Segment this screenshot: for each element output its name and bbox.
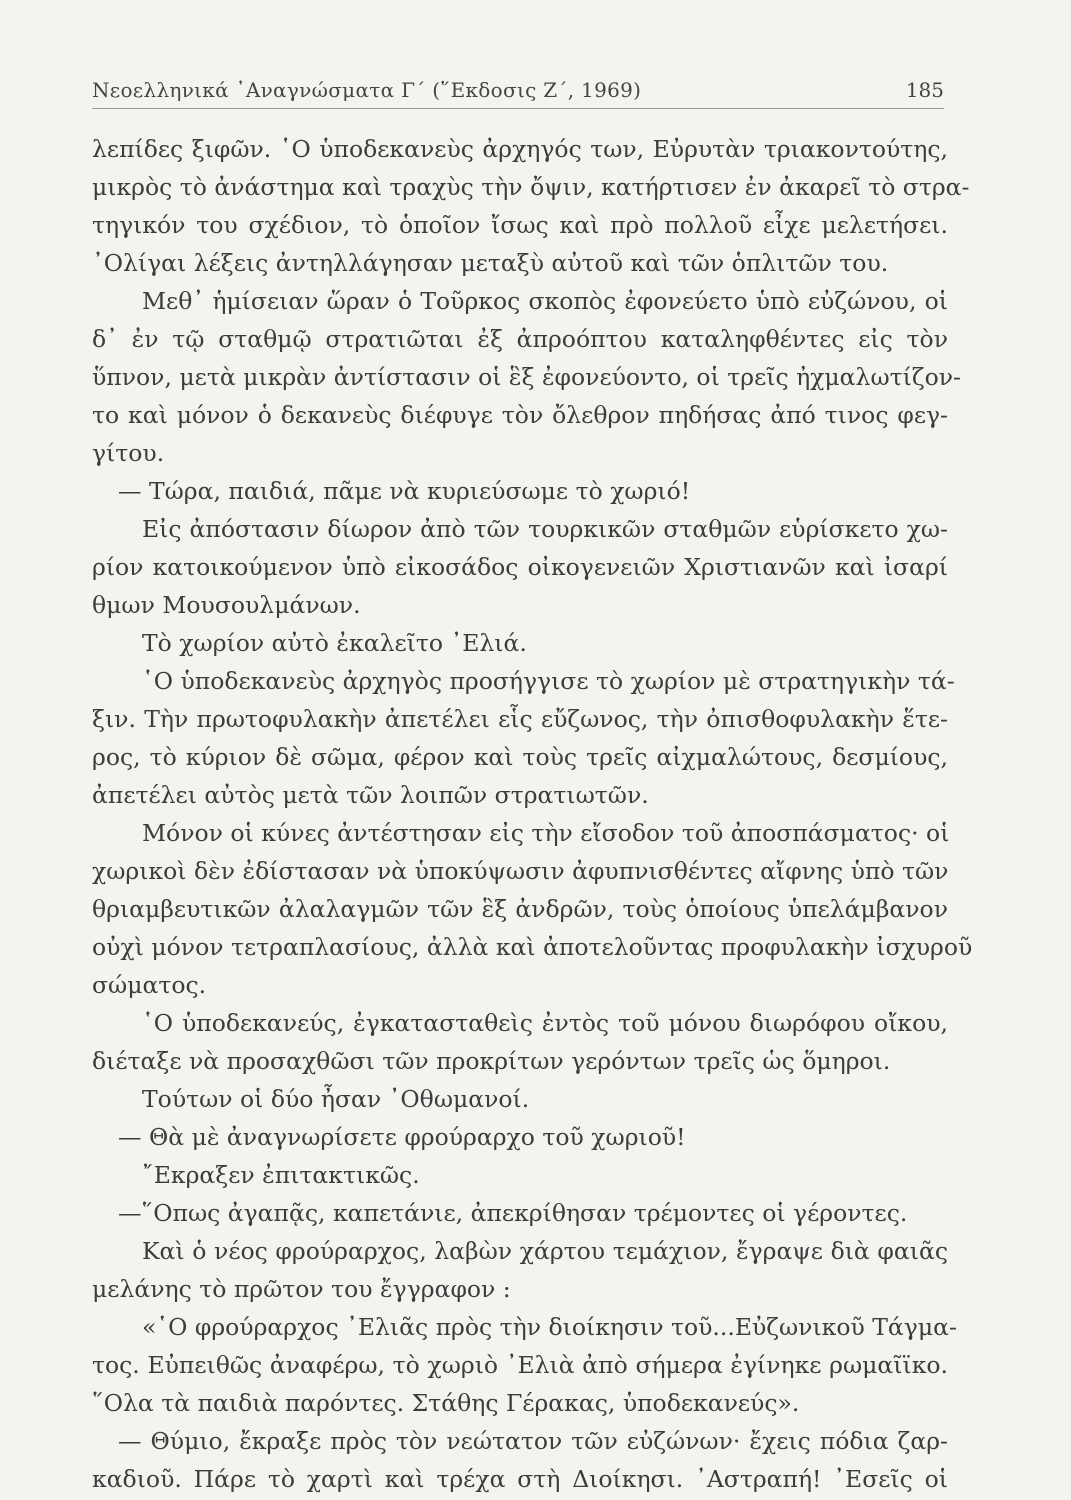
text-line: ρίον κατοικούμενον ὑπὸ εἰκοσάδος οἰκογενειῶν Χριστιανῶν καὶ ἰσαρί [92,553,948,581]
text-line: ῎Εκραξεν ἐπιτακτικῶς. [142,1161,420,1189]
text-line: «῾Ο φρούραρχος ᾿Ελιᾶς πρὸς τὴν διοίκησιν τοῦ...Εὐζωνικοῦ Τάγμα- [142,1313,957,1341]
running-title: Νεοελληνικά ᾿Αναγνώσματα Γ´ (῞Εκδοσις Ζ´, 1969) [92,78,642,102]
text-line: σώματος. [92,971,207,999]
text-line: λεπίδες ξιφῶν. ῾Ο ὑποδεκανεὺς ἀρχηγός των, Εὐρυτὰν τριακοντούτης, [92,135,948,163]
text-line: ξιν. Τὴν πρωτοφυλακὴν ἀπετέλει εἷς εὔζωνος, τὴν ὀπισθοφυλακὴν ἕτε- [92,705,948,733]
text-line: — Θὰ μὲ ἀναγνωρίσετε φρούραρχο τοῦ χωριοῦ! [118,1123,686,1151]
text-line: ᾿Ολίγαι λέξεις ἀντηλλάγησαν μεταξὺ αὐτοῦ καὶ τῶν ὁπλιτῶν του. [92,249,889,277]
text-line: τηγικόν του σχέδιον, τὸ ὁποῖον ἴσως καὶ πρὸ πολλοῦ εἶχε μελετήσει. [92,211,948,239]
text-line: Τὸ χωρίον αὐτὸ ἐκαλεῖτο ᾿Ελιά. [142,629,527,657]
text-line: μελάνης τὸ πρῶτον του ἔγγραφον : [92,1275,511,1303]
text-line: Καὶ ὁ νέος φρούραρχος, λαβὼν χάρτου τεμάχιον, ἔγραψε διὰ φαιᾶς [142,1237,948,1265]
text-line: ῾Ο ὑποδεκανεὺς ἀρχηγὸς προσήγγισε τὸ χωρίον μὲ στρατηγικὴν τά- [142,667,955,695]
text-line: το καὶ μόνον ὁ δεκανεὺς διέφυγε τὸν ὄλεθρον πηδήσας ἀπό τινος φεγ- [92,401,948,429]
text-line: —῞Οπως ἀγαπᾷς, καπετάνιε, ἀπεκρίθησαν τρέμοντες οἱ γέροντες. [118,1199,908,1227]
text-line: — Θύμιο, ἔκραξε πρὸς τὸν νεώτατον τῶν εὐζώνων· ἔχεις πόδια ζαρ- [118,1427,948,1455]
text-line: γίτου. [92,439,165,467]
text-line: οὐχὶ μόνον τετραπλασίους, ἀλλὰ καὶ ἀποτελοῦντας προφυλακὴν ἰσχυροῦ [92,933,973,961]
text-line: Μόνον οἱ κύνες ἀντέστησαν εἰς τὴν εἴσοδον τοῦ ἀποσπάσματος· οἱ [142,819,950,847]
text-line: Μεθ᾿ ἡμίσειαν ὥραν ὁ Τοῦρκος σκοπὸς ἐφονεύετο ὑπὸ εὐζώνου, οἱ [142,287,948,315]
text-line: θριαμβευτικῶν ἀλαλαγμῶν τῶν ἓξ ἀνδρῶν, τοὺς ὁποίους ὑπελάμβανον [92,895,948,923]
text-line: Εἰς ἀπόστασιν δίωρον ἀπὸ τῶν τουρκικῶν σταθμῶν εὑρίσκετο χω- [142,515,948,543]
text-line: τος. Εὐπειθῶς ἀναφέρω, τὸ χωριὸ ᾿Ελιὰ ἀπὸ σήμερα ἐγίνηκε ρωμαῖϊκο. [92,1351,948,1379]
text-line: ἀπετέλει αὐτὸς μετὰ τῶν λοιπῶν στρατιωτῶν. [92,781,649,809]
text-line: καδιοῦ. Πάρε τὸ χαρτὶ καὶ τρέχα στὴ Διοίκησι. ᾿Αστραπή! ᾿Εσεῖς οἱ [92,1465,948,1493]
text-line: θμων Μουσουλμάνων. [92,591,361,619]
text-line: μικρὸς τὸ ἀνάστημα καὶ τραχὺς τὴν ὄψιν, κατήρτισεν ἐν ἀκαρεῖ τὸ στρα- [92,173,970,201]
running-head [92,72,944,109]
page-number: 185 [905,78,944,102]
text-line: ρος, τὸ κύριον δὲ σῶμα, φέρον καὶ τοὺς τρεῖς αἰχμαλώτους, δεσμίους, [92,743,948,771]
text-line: ῞Ολα τὰ παιδιὰ παρόντες. Στάθης Γέρακας, ὑποδεκανεύς». [92,1389,800,1417]
text-line: ῾Ο ὑποδεκανεύς, ἐγκατασταθεὶς ἐντὸς τοῦ μόνου διωρόφου οἴκου, [142,1009,948,1037]
text-line: — Τώρα, παιδιά, πᾶμε νὰ κυριεύσωμε τὸ χωριό! [118,477,691,505]
text-line: διέταξε νὰ προσαχθῶσι τῶν προκρίτων γερόντων τρεῖς ὡς ὅμηροι. [92,1047,891,1075]
text-line: Τούτων οἱ δύο ἦσαν ᾿Οθωμανοί. [142,1085,530,1113]
text-line: χωρικοὶ δὲν ἐδίστασαν νὰ ὑποκύψωσιν ἀφυπνισθέντες αἴφνης ὑπὸ τῶν [92,857,949,885]
text-line: ὕπνον, μετὰ μικρὰν ἀντίστασιν οἱ ἓξ ἐφονεύοντο, οἱ τρεῖς ἠχμαλωτίζον- [92,363,961,391]
text-line: δ᾿ ἐν τῷ σταθμῷ στρατιῶται ἐξ ἀπροόπτου καταληφθέντες εἰς τὸν [92,325,948,353]
